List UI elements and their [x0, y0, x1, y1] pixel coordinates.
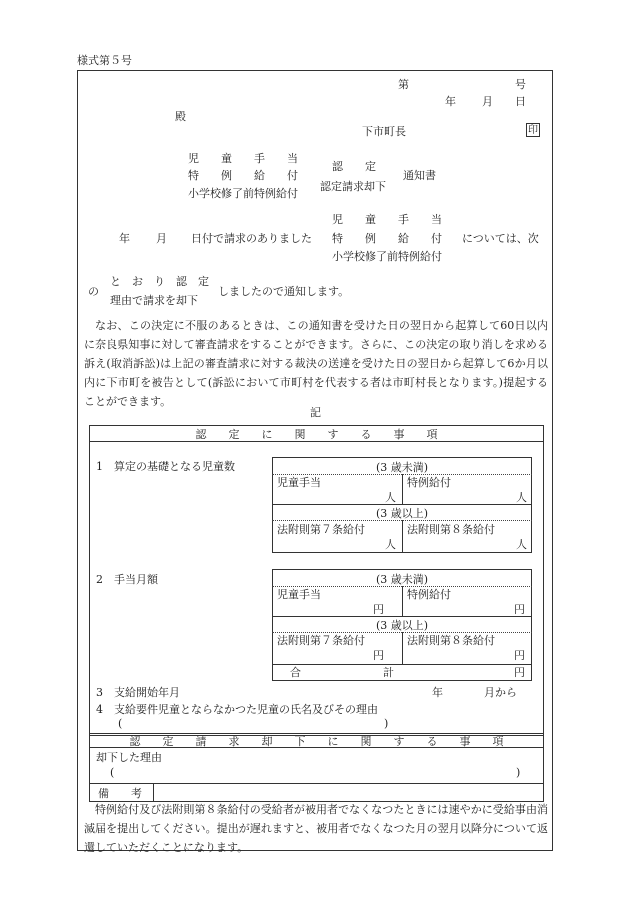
remarks-label: 備 考: [98, 787, 142, 800]
claim-month-label: 月: [156, 232, 167, 245]
ki-heading: 記: [310, 406, 321, 419]
item1-unit-a: 人: [385, 491, 396, 504]
item2-art8: 法附則第８条給付: [407, 634, 495, 647]
claim-type-pre-graduation: 小学校修了前特例給付: [332, 250, 442, 263]
item4-open-paren: (: [118, 717, 123, 730]
result-no: の: [88, 285, 99, 298]
item2-unit-c: 円: [373, 649, 384, 662]
reject-section-heading: 認 定 請 求 却 下 に 関 す る 事 項: [129, 735, 504, 748]
notice-title-suffix: 通知書: [403, 169, 436, 182]
item2-under3: (3 歳未満): [375, 573, 429, 586]
number-prefix: 第: [398, 78, 409, 91]
issuer-mayor: 下市町長: [362, 125, 406, 138]
decision-approval: 認 定: [332, 160, 376, 173]
item1-special: 特例給付: [407, 476, 451, 489]
item2-label: 2 手当月額: [96, 573, 158, 586]
item2-unit-d: 円: [514, 649, 525, 662]
item2-child-allowance: 児童手当: [277, 588, 321, 601]
item2-over3: (3 歳以上): [375, 619, 429, 632]
seal-icon: 印: [528, 125, 538, 136]
item2-total-a: 合: [290, 666, 301, 679]
date-month-label: 月: [482, 95, 493, 108]
item4-close-paren: ): [384, 717, 389, 730]
type-child-allowance: 児 童 手 当: [188, 152, 298, 165]
item1-art7: 法附則第７条給付: [277, 523, 365, 536]
date-day-label: 日: [515, 95, 526, 108]
appeal-notice-paragraph: なお、この決定に不服のあるときは、この通知書を受けた日の翌日から起算して60日以内に奈良県知事に対して審査請求をすることができます。さらに、この決定の取り消しを求める訴え(取消訴訟)は上記の審査請求に対する裁決の送達を受けた日の翌日から起算して6か月以内に下市町を被告として(訴訟において市町村を代表する者は市町村長となります。)提起することができます。: [84, 319, 548, 408]
item1-child-allowance: 児童手当: [277, 476, 321, 489]
reject-open-paren: (: [110, 766, 115, 779]
claim-type-child-allowance: 児 童 手 当: [332, 213, 442, 226]
date-year-label: 年: [445, 95, 456, 108]
item1-unit-d: 人: [516, 538, 527, 551]
claim-date-text: 日付で請求のありました: [191, 232, 312, 245]
claim-type-special-benefit: 特 例 給 付: [332, 232, 442, 245]
item4-label: 4 支給要件児童とならなかつた児童の氏名及びその理由: [96, 703, 378, 716]
item1-unit-b: 人: [516, 491, 527, 504]
reject-close-paren: ): [516, 766, 521, 779]
item3-label: 3 支給開始年月: [96, 686, 180, 699]
type-pre-graduation-benefit: 小学校修了前特例給付: [188, 187, 298, 200]
approval-section-heading: 認 定 に 関 す る 事 項: [195, 428, 438, 441]
claim-year-label: 年: [119, 232, 130, 245]
item3-year: 年: [432, 686, 443, 699]
item1-label: 1 算定の基礎となる児童数: [96, 460, 235, 473]
item2-unit-b: 円: [514, 603, 525, 616]
addressee-honorific: 殿: [175, 110, 186, 123]
decision-rejection: 認定請求却下: [320, 180, 386, 193]
result-rejected-reason: 理由で請求を却下: [110, 294, 198, 307]
item1-over3: (3 歳以上): [375, 507, 429, 520]
item2-unit-a: 円: [373, 603, 384, 616]
claim-tail-text: については、次: [462, 232, 539, 245]
footer-notice-paragraph: 特例給付及び法附則第８条給付の受給者が被用者でなくなつたときには速やかに受給事由消滅届を提出してください。提出が遅れますと、被用者でなくなつた月の翌月以降分について返還していただくことになります。: [84, 803, 548, 854]
form-number: 様式第５号: [77, 54, 132, 67]
result-as-approved: と お り 認 定: [110, 275, 209, 288]
reject-reason-label: 却下した理由: [96, 751, 162, 764]
type-special-benefit: 特 例 給 付: [188, 169, 298, 182]
result-tail-text: しましたので通知します。: [218, 285, 350, 298]
item2-art7: 法附則第７条給付: [277, 634, 365, 647]
item2-special: 特例給付: [407, 588, 451, 601]
item1-under3: (3 歳未満): [375, 461, 429, 474]
item1-art8: 法附則第８条給付: [407, 523, 495, 536]
item2-total-b: 計: [383, 666, 394, 679]
number-suffix: 号: [515, 78, 526, 91]
item2-total-unit: 円: [514, 666, 525, 679]
item1-unit-c: 人: [385, 538, 396, 551]
item3-month-from: 月から: [484, 686, 517, 699]
